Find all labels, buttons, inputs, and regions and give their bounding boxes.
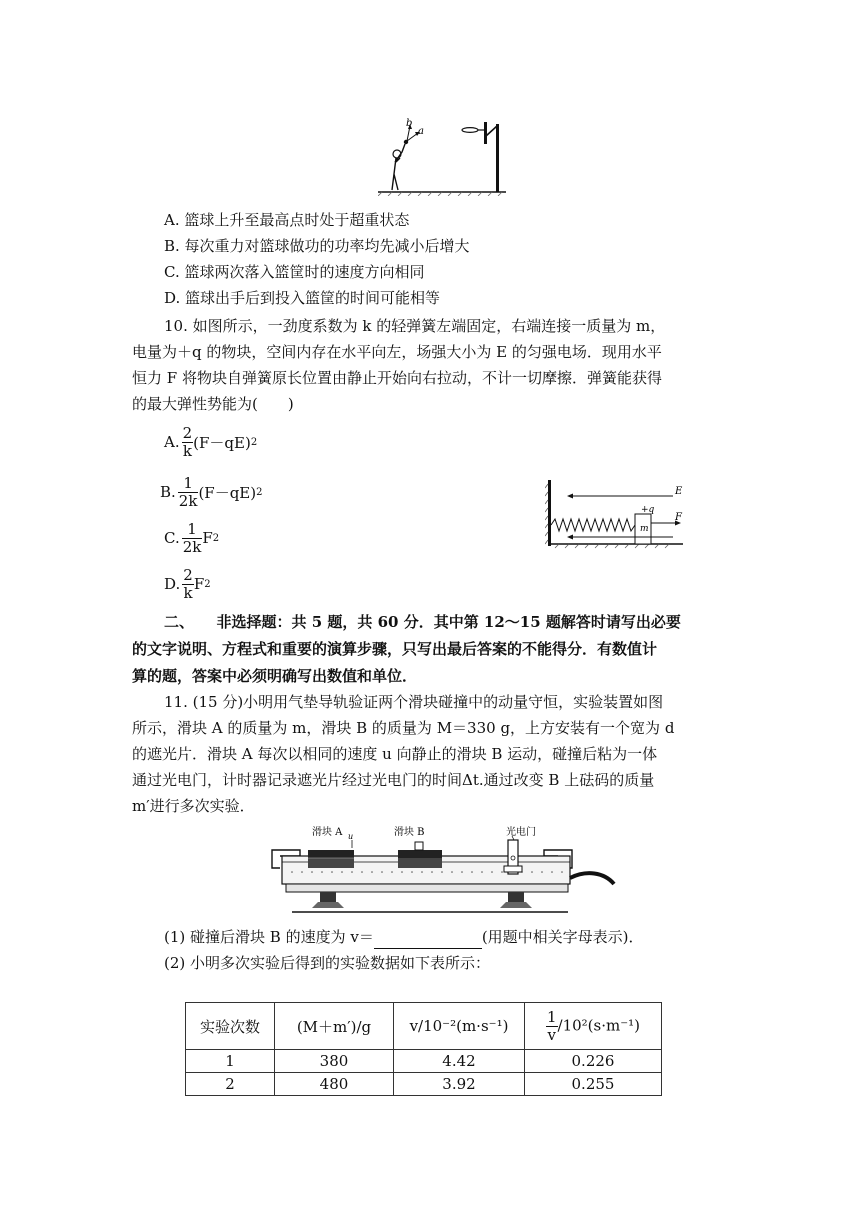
spring-field-figure bbox=[545, 478, 687, 550]
slider-a-label: 滑块 A bbox=[312, 827, 343, 838]
q10-stem-line: 电量为＋q 的物块，空间内存在水平向左，场强大小为 E 的匀强电场．现用水平 bbox=[132, 343, 662, 361]
table-cell: 480 bbox=[275, 1073, 394, 1096]
table-cell: 4.42 bbox=[394, 1050, 525, 1073]
force-label-f: F bbox=[675, 512, 682, 523]
basketball-figure bbox=[378, 114, 508, 196]
table-cell: 0.226 bbox=[525, 1050, 662, 1073]
table-row bbox=[186, 1073, 662, 1096]
table-header: v/10⁻²(m·s⁻¹) bbox=[394, 1003, 525, 1050]
table-cell: 0.255 bbox=[525, 1073, 662, 1096]
answer-blank[interactable] bbox=[374, 930, 482, 949]
arrow-label-a: a bbox=[418, 126, 424, 137]
air-track-figure bbox=[268, 822, 618, 920]
table-cell: 1 bbox=[186, 1050, 275, 1073]
q9-option-d: D. 篮球出手后到投入篮筐的时间可能相等 bbox=[164, 289, 441, 307]
section2-text-line: 的文字说明、方程式和重要的演算步骤，只写出最后答案的不能得分．有数值计 bbox=[132, 640, 658, 658]
table-header-reciprocal: $\frac{1}{v}$ /10²(s·m⁻¹) bbox=[525, 1003, 662, 1050]
q11-stem-line: 11. (15 分)小明用气垫导轨验证两个滑块碰撞中的动量守恒，实验装置如图 bbox=[164, 693, 664, 711]
experiment-data-table bbox=[185, 1002, 662, 1096]
velocity-u-label: u bbox=[348, 832, 354, 841]
slider-b-label: 滑块 B bbox=[394, 827, 425, 838]
field-label-e: E bbox=[675, 486, 683, 497]
q10-stem-line: 10. 如图所示，一劲度系数为 k 的轻弹簧左端固定，右端连接一质量为 m， bbox=[164, 317, 666, 335]
photogate-label: 光电门 bbox=[506, 827, 536, 838]
table-cell: 3.92 bbox=[394, 1073, 525, 1096]
q11-stem-line: 所示，滑块 A 的质量为 m，滑块 B 的质量为 M＝330 g，上方安装有一个宽为 d bbox=[132, 719, 675, 737]
q11-sub1: (1) 碰撞后滑块 B 的速度为 v＝ (用题中相关字母表示)． bbox=[164, 925, 644, 949]
table-header: 实验次数 bbox=[186, 1003, 275, 1050]
q9-option-a: A. 篮球上升至最高点时处于超重状态 bbox=[164, 211, 410, 229]
arrow-label-b: b bbox=[406, 118, 413, 129]
q11-stem-line: 的遮光片．滑块 A 每次以相同的速度 u 向静止的滑块 B 运动，碰撞后粘为一体 bbox=[132, 745, 658, 763]
charge-label: +q bbox=[641, 505, 655, 515]
q10-stem-line: 的最大弹性势能为( ) bbox=[132, 395, 294, 413]
table-row bbox=[186, 1050, 662, 1073]
q10-stem-line: 恒力 F 将物块自弹簧原长位置由静止开始向右拉动，不计一切摩擦．弹簧能获得 bbox=[132, 369, 662, 387]
table-cell: 380 bbox=[275, 1050, 394, 1073]
q9-option-b: B. 每次重力对篮球做功的功率均先减小后增大 bbox=[164, 237, 470, 255]
q10-option-b: B. $\frac{1}{2k}$ (F－qE) 2 bbox=[160, 473, 263, 510]
q11-stem-line: m′进行多次实验． bbox=[132, 797, 255, 815]
block-label-m: m bbox=[640, 524, 649, 534]
q9-option-c: C. 篮球两次落入篮筐时的速度方向相同 bbox=[164, 263, 425, 281]
section2-text-line: 算的题，答案中必须明确写出数值和单位． bbox=[132, 667, 418, 685]
q11-sub2: (2) 小明多次实验后得到的实验数据如下表所示： bbox=[164, 954, 491, 972]
q11-stem-line: 通过光电门，计时器记录遮光片经过光电门的时间Δt.通过改变 B 上砝码的质量 bbox=[132, 771, 655, 789]
q10-option-c: C. $\frac{1}{2k}$ F 2 bbox=[164, 519, 220, 556]
q10-option-a: A. $\frac{2}{k}$ (F－qE) 2 bbox=[164, 423, 258, 460]
q10-option-d: D. $\frac{2}{k}$ F 2 bbox=[164, 565, 211, 602]
table-cell: 2 bbox=[186, 1073, 275, 1096]
table-header: (M＋m′)/g bbox=[275, 1003, 394, 1050]
section2-heading-line: 二、 非选择题：共 5 题，共 60 分．其中第 12～15 题解答时请写出必要 bbox=[164, 613, 681, 631]
